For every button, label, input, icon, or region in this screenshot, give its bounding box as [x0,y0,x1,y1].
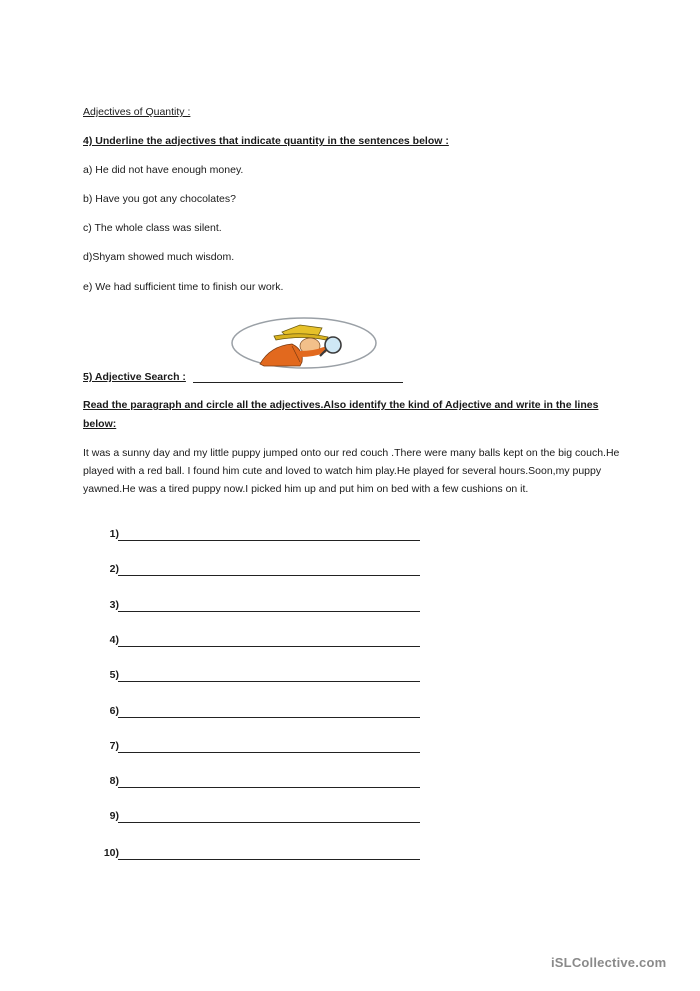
adjective-search-title: 5) Adjective Search : [83,371,186,383]
question-4: 4) Underline the adjectives that indicate quantity in the sentences below : [83,135,449,147]
answer-number: 10) [103,847,119,859]
sentence-c: c) The whole class was silent. [83,222,222,234]
watermark-text: iSLCollective.com [551,955,667,970]
answer-number: 2) [109,563,119,575]
answer-blank[interactable] [118,575,420,576]
answer-blank[interactable] [118,717,420,718]
detective-magnifying-glass-icon [230,316,378,370]
answer-blank[interactable] [118,646,420,647]
answer-number: 3) [109,599,119,611]
adjective-search-underline [193,382,403,383]
answer-blank[interactable] [118,787,420,788]
sentence-e: e) We had sufficient time to finish our work. [83,281,284,293]
answer-number: 8) [109,775,119,787]
sentence-b: b) Have you got any chocolates? [83,193,236,205]
story-paragraph: It was a sunny day and my little puppy jumped onto our red couch .There were many balls kept on the big couch.He played with a red ball. I found him cute and loved to watch him play.He played for several hours.Soon,my puppy yawned.He was a tired puppy now.I picked him up and put him on bed with a few cushions on it. [83,447,620,495]
answer-blank[interactable] [118,859,420,860]
answer-blank[interactable] [118,540,420,541]
sentence-a: a) He did not have enough money. [83,164,244,176]
answer-blank[interactable] [118,822,420,823]
answer-number: 9) [109,810,119,822]
answer-blank[interactable] [118,681,420,682]
answer-number: 5) [109,669,119,681]
answer-number: 4) [109,634,119,646]
answer-number: 7) [109,740,119,752]
instruction-text: Read the paragraph and circle all the adjectives.Also identify the kind of Adjective and write in the lines below: [83,399,599,430]
answer-number: 6) [109,705,119,717]
answer-blank[interactable] [118,752,420,753]
answer-number: 1) [109,528,119,540]
section-title-adjectives-of-quantity: Adjectives of Quantity : [83,106,191,118]
answer-blank[interactable] [118,611,420,612]
sentence-d: d)Shyam showed much wisdom. [83,251,235,263]
